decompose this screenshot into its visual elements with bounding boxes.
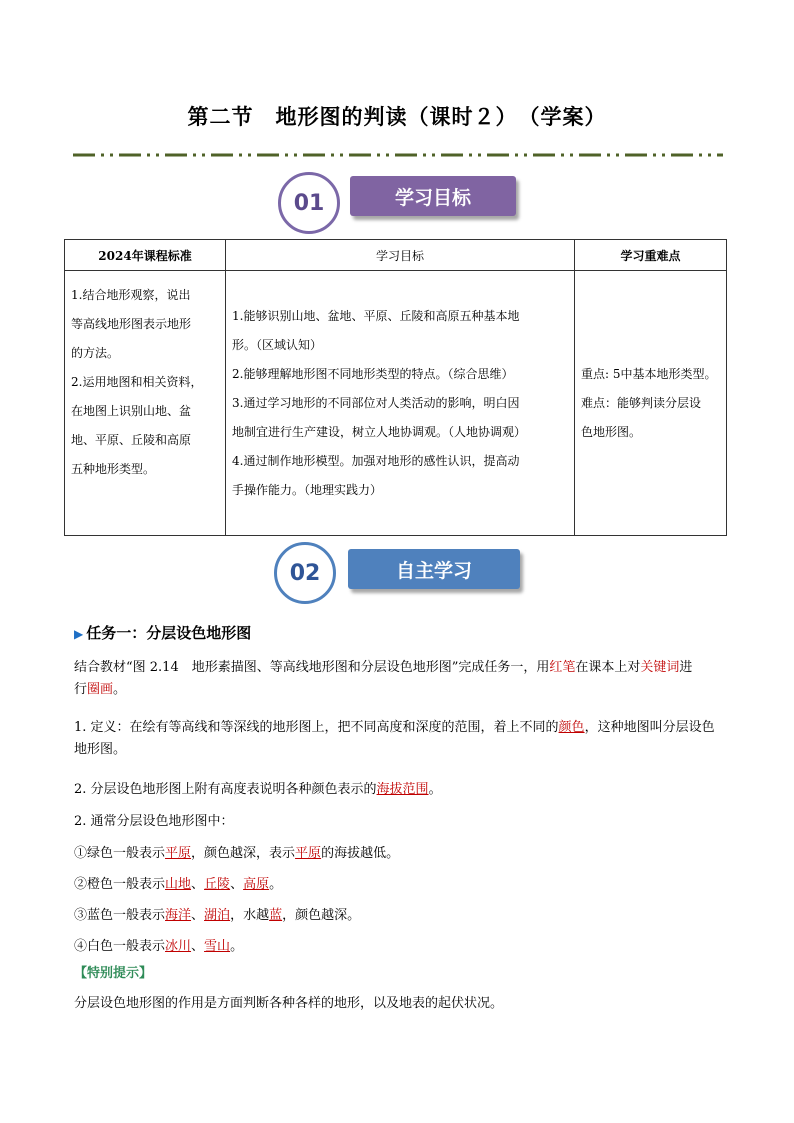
color-list-item: [74, 843, 726, 865]
color-list-item: [74, 874, 726, 896]
dashed-divider: [73, 152, 723, 158]
text: ①绿色一般表示: [74, 846, 166, 861]
text: ，颜色越深。: [282, 908, 361, 923]
text: 进: [679, 660, 693, 675]
intro-paragraph: [74, 657, 726, 701]
text: ④白色一般表示: [74, 939, 166, 954]
blank-answer: 颜色: [558, 720, 585, 735]
table-line: 在地图上识别山地、盆: [71, 404, 192, 418]
text: ，水越: [230, 908, 270, 923]
blank-answer: 高原: [243, 877, 270, 892]
blank-answer: 雪山: [204, 939, 231, 954]
text: ②橙色一般表示: [74, 877, 166, 892]
section-number: 01: [278, 172, 340, 234]
blank-answer: 海拔范围: [376, 782, 429, 797]
difficulty-cell: [575, 271, 727, 536]
text: 1. 定义：在绘有等高线和等深线的地形图上，把不同高度和深度的范围，着上不同的: [74, 720, 559, 735]
learning-goals-table: [64, 239, 727, 536]
height-table-paragraph: [74, 779, 726, 801]
task-title: 任务一：分层设色地形图: [86, 624, 252, 642]
table-line: 难点：能够判读分层设: [581, 395, 702, 410]
keyword: 圈画: [87, 682, 114, 697]
blank-answer: 湖泊: [204, 908, 231, 923]
table-line: 3.通过学习地形的不同部位对人类活动的影响，明白因: [232, 395, 520, 410]
text: ，这种地图叫分层设色地形图。: [74, 720, 715, 757]
table-line: 五种地形类型。: [71, 462, 156, 476]
color-list-item: [74, 905, 726, 927]
blank-answer: 平原: [165, 846, 192, 861]
text: ③蓝色一般表示: [74, 908, 166, 923]
blank-answer: 海洋: [165, 908, 192, 923]
table-line: 的方法。: [71, 346, 120, 360]
blank-answer: 丘陵: [204, 877, 231, 892]
text: 的海拔越低。: [321, 846, 400, 861]
table-line: 2.运用地图和相关资料，: [71, 375, 203, 389]
text: 在课本上对: [575, 660, 641, 675]
table-line: 形。（区域认知）: [232, 337, 323, 352]
table-line: 2.能够理解地形图不同地形类型的特点。（综合思维）: [232, 366, 514, 381]
table-line: 色地形图。: [581, 424, 642, 439]
text: 。: [428, 782, 442, 797]
table-line: 重点: 5中基本地形类型。: [581, 366, 717, 381]
table-line: 等高线地形图表示地形: [71, 317, 192, 331]
table-line: 1.结合地形观察，说出: [71, 288, 191, 302]
table-line: 手操作能力。（地理实践力）: [232, 482, 383, 497]
standard-cell: [65, 271, 226, 536]
section-label: 学习目标: [350, 176, 516, 216]
section-badge-goals: [278, 172, 523, 232]
text: 、: [191, 908, 205, 923]
table-line: 1.能够识别山地、盆地、平原、丘陵和高原五种基本地: [232, 308, 520, 323]
table-header: 学习目标: [226, 240, 575, 271]
table-line: 地、平原、丘陵和高原: [71, 433, 192, 447]
definition-paragraph: [74, 717, 726, 761]
section-number: 02: [274, 542, 336, 604]
text: 。: [269, 877, 283, 892]
text: 。: [230, 939, 244, 954]
text: 2. 分层设色地形图上附有高度表说明各种颜色表示的: [74, 782, 377, 797]
task-heading: [74, 622, 251, 643]
text: ，颜色越深，表示: [191, 846, 296, 861]
keyword: 红笔: [549, 660, 576, 675]
color-list-item: [74, 936, 726, 958]
special-tip-label: 【特别提示】: [74, 966, 153, 981]
text: 行: [74, 682, 88, 697]
section-badge-self-study: [274, 540, 524, 600]
page-title: 第二节 地形图的判读（课时２） （学案）: [187, 104, 607, 129]
table-line: 地制宜进行生产建设，树立人地协调观。（人地协调观）: [232, 424, 527, 439]
text: 、: [191, 939, 205, 954]
special-tip-text: 分层设色地形图的作用是方面判断各种各样的地形，以及地表的起伏状况。: [74, 996, 504, 1011]
blank-answer: 蓝: [269, 908, 283, 923]
blank-answer: 平原: [295, 846, 322, 861]
text: 。: [113, 682, 127, 697]
goals-cell: [226, 271, 575, 536]
text: 、: [191, 877, 205, 892]
blank-answer: 冰川: [165, 939, 192, 954]
blank-answer: 山地: [165, 877, 192, 892]
text: 结合教材“图 2.14 地形素描图、等高线地形图和分层设色地形图”完成任务一，用: [74, 660, 550, 675]
keyword: 关键词: [640, 660, 680, 675]
table-line: 4.通过制作地形模型。加强对地形的感性认识，提高动: [232, 453, 520, 468]
text: 、: [230, 877, 244, 892]
usual-colors-heading: 2. 通常分层设色地形图中：: [74, 814, 234, 829]
triangle-icon: ▶: [74, 627, 84, 641]
section-label: 自主学习: [348, 549, 520, 589]
table-header: 2024年课程标准: [65, 240, 226, 271]
table-header: 学习重难点: [575, 240, 727, 271]
